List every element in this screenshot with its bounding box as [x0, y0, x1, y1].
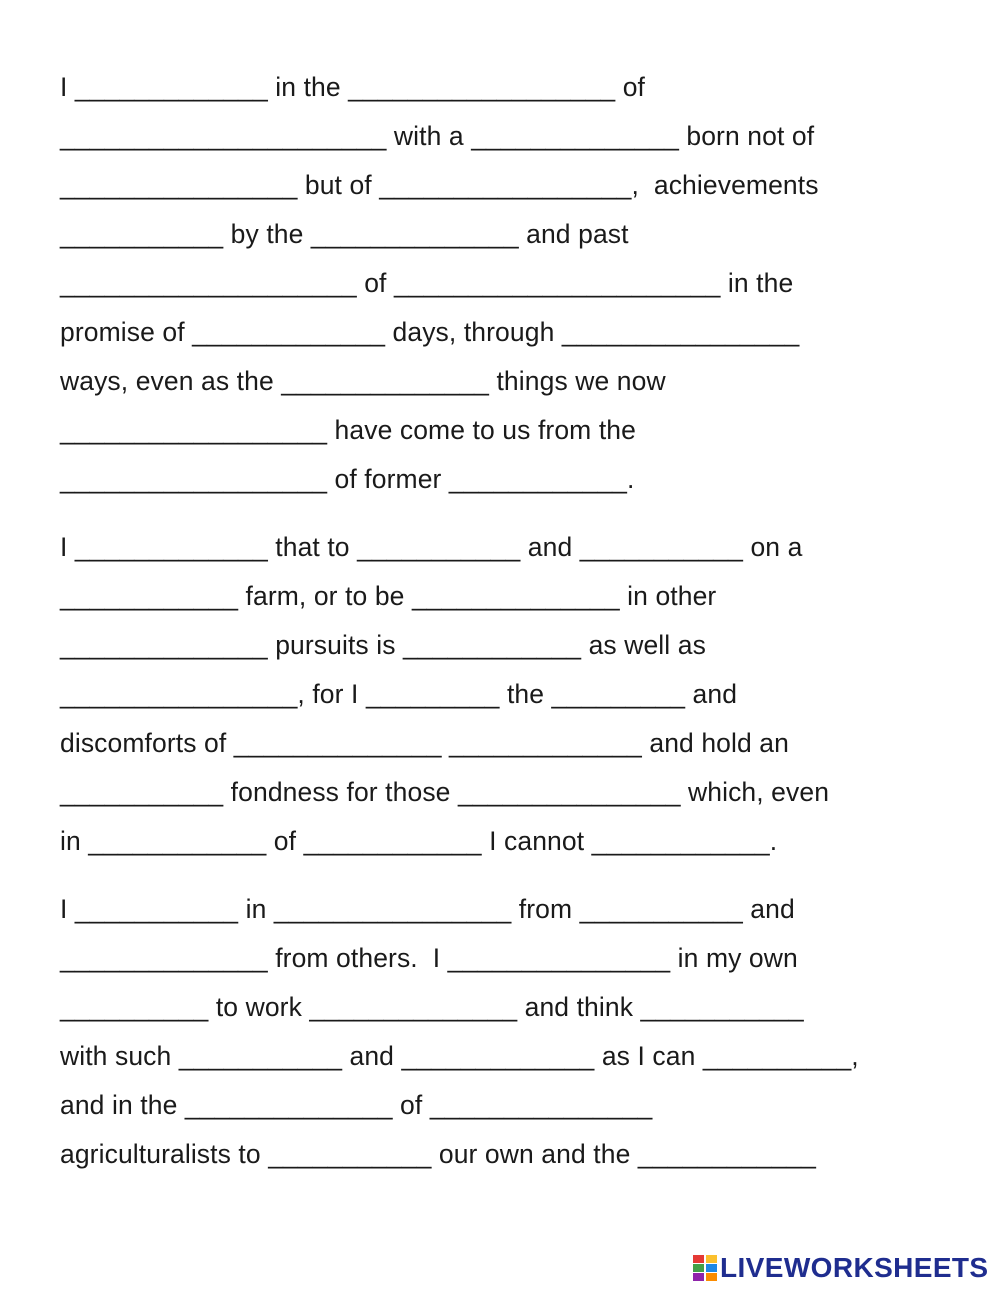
text-line: with such ___________ and _____________ as I can __________, — [60, 1041, 859, 1071]
text-line: I _____________ in the __________________ of — [60, 72, 646, 102]
text-line: ways, even as the ______________ things we now — [60, 366, 666, 396]
liveworksheets-brand[interactable] — [693, 1253, 989, 1283]
text-line: ____________________ of ______________________ in the — [60, 268, 794, 298]
brand-name: LIVEWORKSHEETS — [720, 1252, 989, 1283]
text-line: __________________ of former ____________. — [60, 464, 635, 494]
text-line: and in the ______________ of _______________ — [60, 1090, 653, 1120]
text-line: promise of _____________ days, through ________________ — [60, 317, 800, 347]
text-line: agriculturalists to ___________ our own and the ____________ — [60, 1139, 816, 1169]
text-line: ___________ fondness for those _______________ which, even — [60, 777, 830, 807]
text-line: I ___________ in ________________ from ___________ and — [60, 894, 795, 924]
text-line: discomforts of ______________ _____________ and hold an — [60, 728, 789, 758]
paragraph-3 — [60, 889, 950, 1183]
text-line: ____________ farm, or to be ______________ in other — [60, 581, 717, 611]
text-line: I _____________ that to ___________ and ___________ on a — [60, 532, 803, 562]
text-line: __________________ have come to us from the — [60, 415, 636, 445]
text-line: __________ to work ______________ and think ___________ — [60, 992, 804, 1022]
paragraph-1 — [60, 67, 950, 508]
text-line: ______________ from others. I _______________ in my own — [60, 943, 798, 973]
text-line: ______________________ with a ______________ born not of — [60, 121, 815, 151]
text-line: ___________ by the ______________ and past — [60, 219, 629, 249]
text-line: ________________ but of _________________, achievements — [60, 170, 819, 200]
text-line: ______________ pursuits is ____________ as well as — [60, 630, 706, 660]
text-line: in ____________ of ____________ I cannot ____________. — [60, 826, 778, 856]
paragraph-2 — [60, 527, 950, 870]
worksheet-body — [60, 67, 950, 1202]
liveworksheets-logo-icon — [693, 1255, 717, 1281]
text-line: ________________, for I _________ the _________ and — [60, 679, 738, 709]
